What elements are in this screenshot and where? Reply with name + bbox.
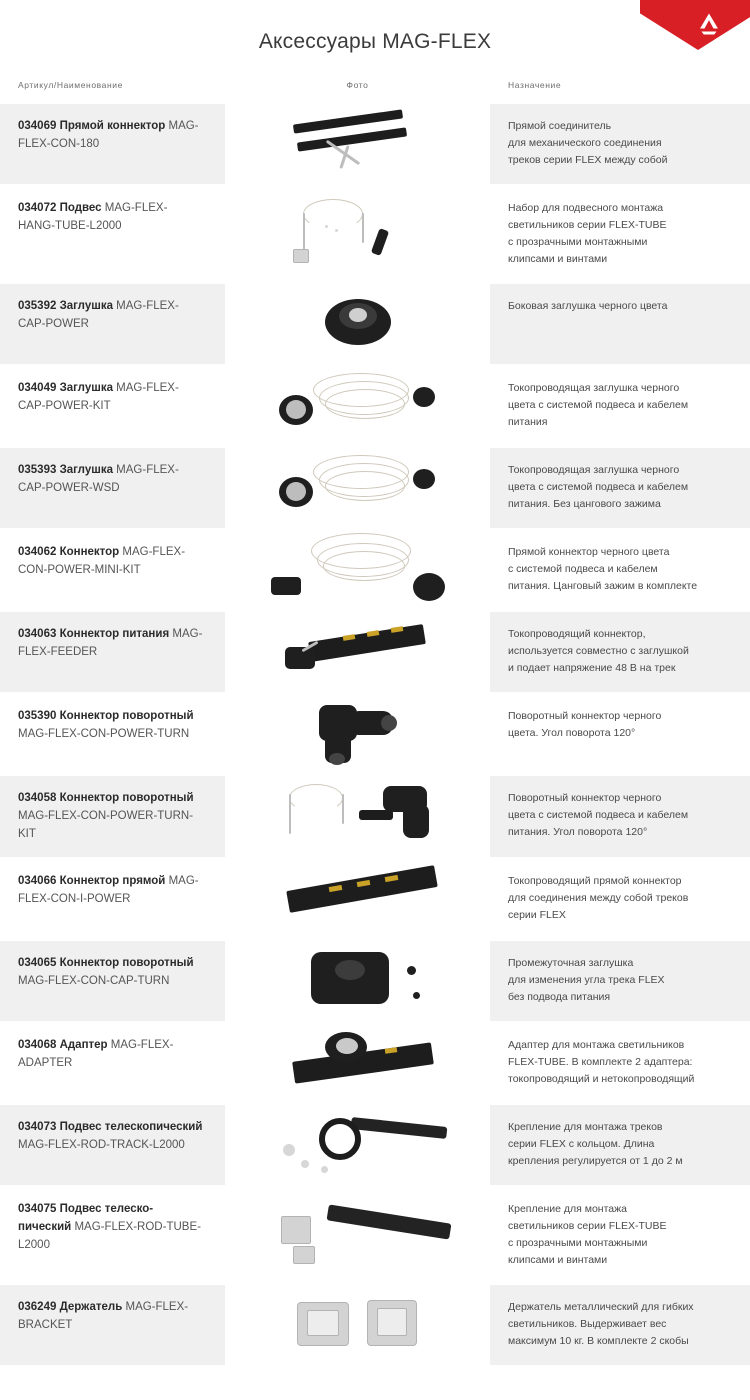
description-text: Держатель металлический для гибких светильников. Выдерживает вес максимум 10 кг. В комплекте 2 скобы — [508, 1301, 694, 1348]
product-name: Подвес телеско-пический — [18, 1203, 154, 1234]
cell-description — [490, 448, 750, 528]
column-header-photo: Фото — [346, 80, 369, 90]
cell-description — [490, 612, 750, 692]
cell-article-name — [0, 186, 225, 282]
description-text: Набор для подвесного монтажа светильников серии FLEX-TUBE с прозрачными монтажными клипсами и винтами — [508, 202, 667, 265]
cell-photo — [225, 366, 490, 446]
product-code: MAG-FLEX-BRACKET — [18, 1301, 189, 1332]
product-code: MAG-FLEX-CON-CAP-TURN — [18, 975, 170, 988]
product-name: Подвес телескопический — [59, 1121, 203, 1134]
product-code: MAG-FLEX-CON-POWER-MINI-KIT — [18, 546, 186, 576]
product-name: Заглушка — [59, 464, 113, 476]
product-code: MAG-FLEX-CAP-POWER-WSD — [18, 464, 179, 494]
cell-article-name — [0, 366, 225, 446]
description-text: Боковая заглушка черного цвета — [508, 300, 668, 312]
cell-description — [490, 530, 750, 610]
cell-description — [490, 859, 750, 939]
description-text: Токопроводящий прямой коннектор для соединения между собой треков серии FLEX — [508, 875, 689, 922]
cell-description — [490, 366, 750, 446]
brand-logo — [640, 0, 750, 62]
article-number: 034063 — [18, 628, 57, 640]
product-code: MAG-FLEX-FEEDER — [18, 628, 203, 658]
cell-article-name — [0, 941, 225, 1021]
product-photo — [263, 1198, 453, 1272]
product-photo — [263, 780, 453, 854]
cell-photo — [225, 284, 490, 364]
cell-description — [490, 1285, 750, 1365]
cell-photo — [225, 530, 490, 610]
cell-photo — [225, 186, 490, 282]
table-row — [0, 1285, 750, 1365]
product-name: Коннектор — [59, 546, 120, 558]
cell-description — [490, 186, 750, 282]
description-text: Поворотный коннектор черного цвета с системой подвеса и кабелем питания. Угол поворота 120° — [508, 792, 689, 838]
product-photo — [263, 369, 453, 443]
description-text: Прямой коннектор черного цвета с системой подвеса и кабелем питания. Цанговый зажим в комплекте — [508, 546, 698, 592]
article-number: 034072 — [18, 202, 57, 214]
table-row — [0, 859, 750, 939]
cell-description — [490, 776, 750, 857]
cell-description — [490, 941, 750, 1021]
cell-description — [490, 694, 750, 774]
product-code: MAG-FLEX-ROD-TRACK-L2000 — [18, 1139, 185, 1152]
cell-article-name — [0, 776, 225, 857]
table-row — [0, 1187, 750, 1283]
logo-mark-icon — [694, 9, 724, 39]
product-photo — [263, 862, 453, 936]
cell-article-name — [0, 1285, 225, 1365]
article-number: 034075 — [18, 1203, 57, 1216]
cell-description — [490, 1023, 750, 1103]
cell-description — [490, 104, 750, 184]
description-text: Промежуточная заглушка для изменения угла трека FLEX без подвода питания — [508, 957, 665, 1004]
cell-photo — [225, 1023, 490, 1103]
description-text: Крепление для монтажа треков серии FLEX с кольцом. Длина крепления регулируется от 1 до 2 м — [508, 1121, 683, 1168]
product-code: MAG-FLEX-ROD-TUBE-L2000 — [18, 1221, 201, 1252]
product-photo — [263, 287, 453, 361]
article-number: 034069 — [18, 120, 57, 132]
cell-photo — [225, 448, 490, 528]
description-text: Токопроводящая заглушка черного цвета с системой подвеса и кабелем питания — [508, 382, 689, 428]
cell-photo — [225, 612, 490, 692]
description-text: Крепление для монтажа светильников серии FLEX-TUBE с прозрачными монтажными клипсами и винтами — [508, 1203, 667, 1267]
table-row — [0, 186, 750, 282]
product-code: MAG-FLEX-CON-I-POWER — [18, 875, 199, 906]
product-photo — [263, 944, 453, 1018]
cell-article-name — [0, 694, 225, 774]
cell-description — [490, 284, 750, 364]
description-text: Токопроводящая заглушка черного цвета с системой подвеса и кабелем питания. Без цангового зажима — [508, 464, 689, 510]
cell-article-name — [0, 448, 225, 528]
product-name: Прямой коннектор — [59, 120, 166, 132]
column-header-purpose: Назначение — [508, 80, 562, 90]
table-row — [0, 284, 750, 364]
product-photo — [263, 697, 453, 771]
cell-article-name — [0, 612, 225, 692]
description-text: Прямой соединитель для механического соединения треков серии FLEX между собой — [508, 120, 668, 166]
product-code: MAG-FLEX-CON-POWER-TURN-KIT — [18, 809, 194, 840]
product-photo — [263, 197, 453, 271]
cell-article-name — [0, 859, 225, 939]
accessories-table — [0, 104, 750, 1365]
cell-article-name — [0, 1023, 225, 1103]
product-name: Заглушка — [59, 382, 113, 394]
table-row — [0, 694, 750, 774]
product-code: MAG-FLEX-ADAPTER — [18, 1039, 174, 1070]
cell-photo — [225, 104, 490, 184]
article-number: 034073 — [18, 1121, 57, 1134]
article-number: 035390 — [18, 710, 57, 722]
product-photo — [263, 615, 453, 689]
table-row — [0, 530, 750, 610]
product-photo — [263, 1026, 453, 1100]
article-number: 034058 — [18, 792, 57, 804]
product-photo — [263, 533, 453, 607]
product-code: MAG-FLEX-CON-POWER-TURN — [18, 727, 190, 740]
article-number: 034062 — [18, 546, 57, 558]
product-code: MAG-FLEX-HANG-TUBE-L2000 — [18, 202, 168, 232]
product-code: MAG-FLEX-CAP-POWER-KIT — [18, 382, 179, 412]
product-name: Держатель — [59, 1301, 123, 1314]
cell-photo — [225, 776, 490, 857]
table-row — [0, 612, 750, 692]
cell-article-name — [0, 530, 225, 610]
article-number: 034066 — [18, 875, 57, 888]
cell-photo — [225, 859, 490, 939]
cell-article-name — [0, 1187, 225, 1283]
cell-description — [490, 1187, 750, 1283]
cell-photo — [225, 1187, 490, 1283]
product-name: Коннектор питания — [59, 628, 170, 640]
cell-article-name — [0, 104, 225, 184]
cell-photo — [225, 1285, 490, 1365]
table-row — [0, 941, 750, 1021]
description-text: Поворотный коннектор черного цвета. Угол поворота 120° — [508, 710, 662, 739]
column-header-article: Артикул/Наименование — [18, 80, 123, 90]
table-row — [0, 366, 750, 446]
cell-article-name — [0, 1105, 225, 1185]
product-name: Коннектор поворотный — [59, 710, 194, 722]
product-photo — [263, 1288, 453, 1362]
table-row — [0, 776, 750, 857]
cell-article-name — [0, 284, 225, 364]
article-number: 034068 — [18, 1039, 57, 1052]
cell-description — [490, 1105, 750, 1185]
table-row — [0, 1023, 750, 1103]
product-name: Адаптер — [59, 1039, 108, 1052]
product-photo — [263, 1108, 453, 1182]
cell-photo — [225, 1105, 490, 1185]
table-column-headers — [0, 80, 750, 104]
cell-photo — [225, 694, 490, 774]
product-name: Коннектор поворотный — [59, 957, 194, 970]
product-photo — [263, 451, 453, 525]
table-row — [0, 448, 750, 528]
table-row — [0, 104, 750, 184]
article-number: 036249 — [18, 1301, 57, 1314]
article-number: 034065 — [18, 957, 57, 970]
article-number: 035393 — [18, 464, 57, 476]
product-name: Коннектор поворотный — [59, 792, 194, 804]
cell-photo — [225, 941, 490, 1021]
product-name: Коннектор прямой — [59, 875, 166, 888]
product-name: Заглушка — [59, 300, 113, 312]
page-title: Аксессуары MAG-FLEX — [258, 30, 492, 53]
product-code: MAG-FLEX-CAP-POWER — [18, 300, 179, 330]
article-number: 034049 — [18, 382, 57, 394]
product-photo — [263, 107, 453, 181]
description-text: Токопроводящий коннектор, используется совместно с заглушкой и подает напряжение 48 В на трек — [508, 628, 689, 674]
table-row — [0, 1105, 750, 1185]
product-name: Подвес — [59, 202, 102, 214]
product-code: MAG-FLEX-CON-180 — [18, 120, 199, 150]
article-number: 035392 — [18, 300, 57, 312]
description-text: Адаптер для монтажа светильников FLEX-TUBE. В комплекте 2 адаптера: токопроводящий и нетокопроводящий — [508, 1039, 695, 1086]
